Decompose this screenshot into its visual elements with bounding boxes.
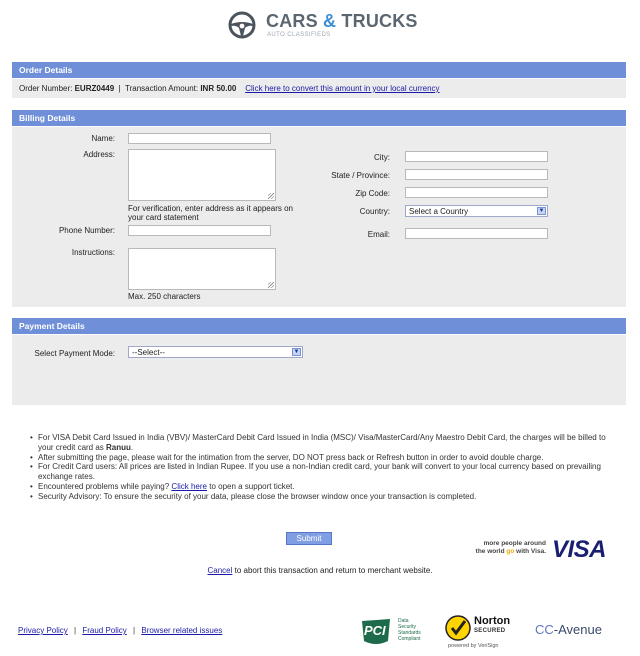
phone-field[interactable]: [128, 225, 271, 236]
cancel-line: Cancel to abort this transaction and return to merchant website.: [207, 566, 433, 575]
country-label: Country:: [359, 207, 390, 216]
email-label: Email:: [367, 230, 390, 239]
order-number: EURZ0449: [74, 84, 115, 93]
billing-details-header: Billing Details: [12, 110, 626, 126]
address-field[interactable]: [128, 149, 276, 201]
brand-name: CARS & TRUCKS: [266, 11, 418, 31]
payment-mode-label: Select Payment Mode:: [34, 349, 115, 358]
note-item: • For VISA Debit Card Issued in India (VBV)/ MasterCard Debit Card Issued in India (MSC)/ Visa/MasterCard/Any Maestro Debit Card, the charges will be billed to your credit card as Ranuu.: [30, 433, 620, 453]
payment-details-header: Payment Details: [12, 318, 626, 334]
visa-logo: VISA: [552, 536, 607, 563]
support-ticket-link[interactable]: Click here: [171, 481, 207, 491]
norton-secured-logo: Norton SECURED powered by VeriSign: [444, 611, 518, 651]
zip-label: Zip Code:: [355, 189, 390, 198]
email-field[interactable]: [405, 228, 548, 239]
site-logo: [228, 8, 418, 42]
resize-grip-icon[interactable]: [268, 282, 274, 288]
order-details-header: Order Details: [12, 62, 626, 78]
footer-links: Privacy Policy | Fraud Policy | Browser related issues: [18, 626, 223, 635]
city-field[interactable]: [405, 151, 548, 162]
order-details-body: [12, 79, 626, 98]
order-summary: Order Number: EURZ0449 | Transaction Amount: INR 50.00 Click here to convert this amount in your local currency: [19, 84, 440, 93]
state-field[interactable]: [405, 169, 548, 180]
note-item: • After submitting the page, please wait for the intimation from the server, DO NOT press back or Refresh button in order to avoid double charge.: [30, 453, 620, 463]
resize-grip-icon[interactable]: [268, 193, 274, 199]
address-label: Address:: [83, 150, 115, 159]
note-item: • Encountered problems while paying? Click here to open a support ticket.: [30, 482, 620, 492]
norton-check-icon: [444, 613, 472, 643]
ccavenue-logo: CC-Avenue: [535, 622, 602, 637]
city-label: City:: [374, 153, 390, 162]
instructions-note: Max. 250 characters: [128, 292, 201, 301]
country-select[interactable]: Select a Country ▼: [405, 205, 548, 217]
phone-label: Phone Number:: [58, 226, 115, 235]
privacy-policy-link[interactable]: Privacy Policy: [18, 626, 68, 635]
submit-button[interactable]: Submit: [286, 532, 332, 545]
cancel-link[interactable]: Cancel: [207, 566, 233, 575]
visa-tagline: more people around the world go with Visa.: [475, 540, 546, 555]
instructions-field[interactable]: [128, 248, 276, 290]
chevron-down-icon[interactable]: ▼: [538, 208, 545, 214]
state-label: State / Province:: [331, 171, 390, 180]
name-field[interactable]: [128, 133, 271, 144]
convert-currency-link[interactable]: Click here to convert this amount in your local currency: [245, 84, 440, 93]
transaction-amount: INR 50.00: [200, 84, 237, 93]
pci-compliance-logo: PCI Data Security Standards Compliant: [360, 617, 430, 647]
note-item: • For Credit Card users: All prices are listed in Indian Rupee. If you use a non-Indian credit card, your bank will convert to your local currency based on prevailing exchange rates.: [30, 462, 620, 482]
fraud-policy-link[interactable]: Fraud Policy: [82, 626, 127, 635]
brand-tagline: AUTO CLASSIFIEDS: [267, 32, 331, 38]
chevron-down-icon[interactable]: ▼: [293, 349, 300, 355]
note-item: • Security Advisory: To ensure the security of your data, please close the browser window once your transaction is completed.: [30, 492, 620, 502]
instructions-label: Instructions:: [71, 248, 115, 257]
billing-details-body: [12, 127, 626, 307]
zip-field[interactable]: [405, 187, 548, 198]
address-note: For verification, enter address as it appears on your card statement: [128, 204, 293, 222]
browser-issues-link[interactable]: Browser related issues: [141, 626, 223, 635]
payment-details-body: [12, 335, 626, 405]
payment-notes: [30, 433, 620, 502]
visa-badge: [464, 536, 624, 562]
payment-mode-select[interactable]: --Select-- ▼: [128, 346, 303, 358]
name-label: Name:: [91, 134, 115, 143]
steering-wheel-icon: [228, 11, 256, 39]
